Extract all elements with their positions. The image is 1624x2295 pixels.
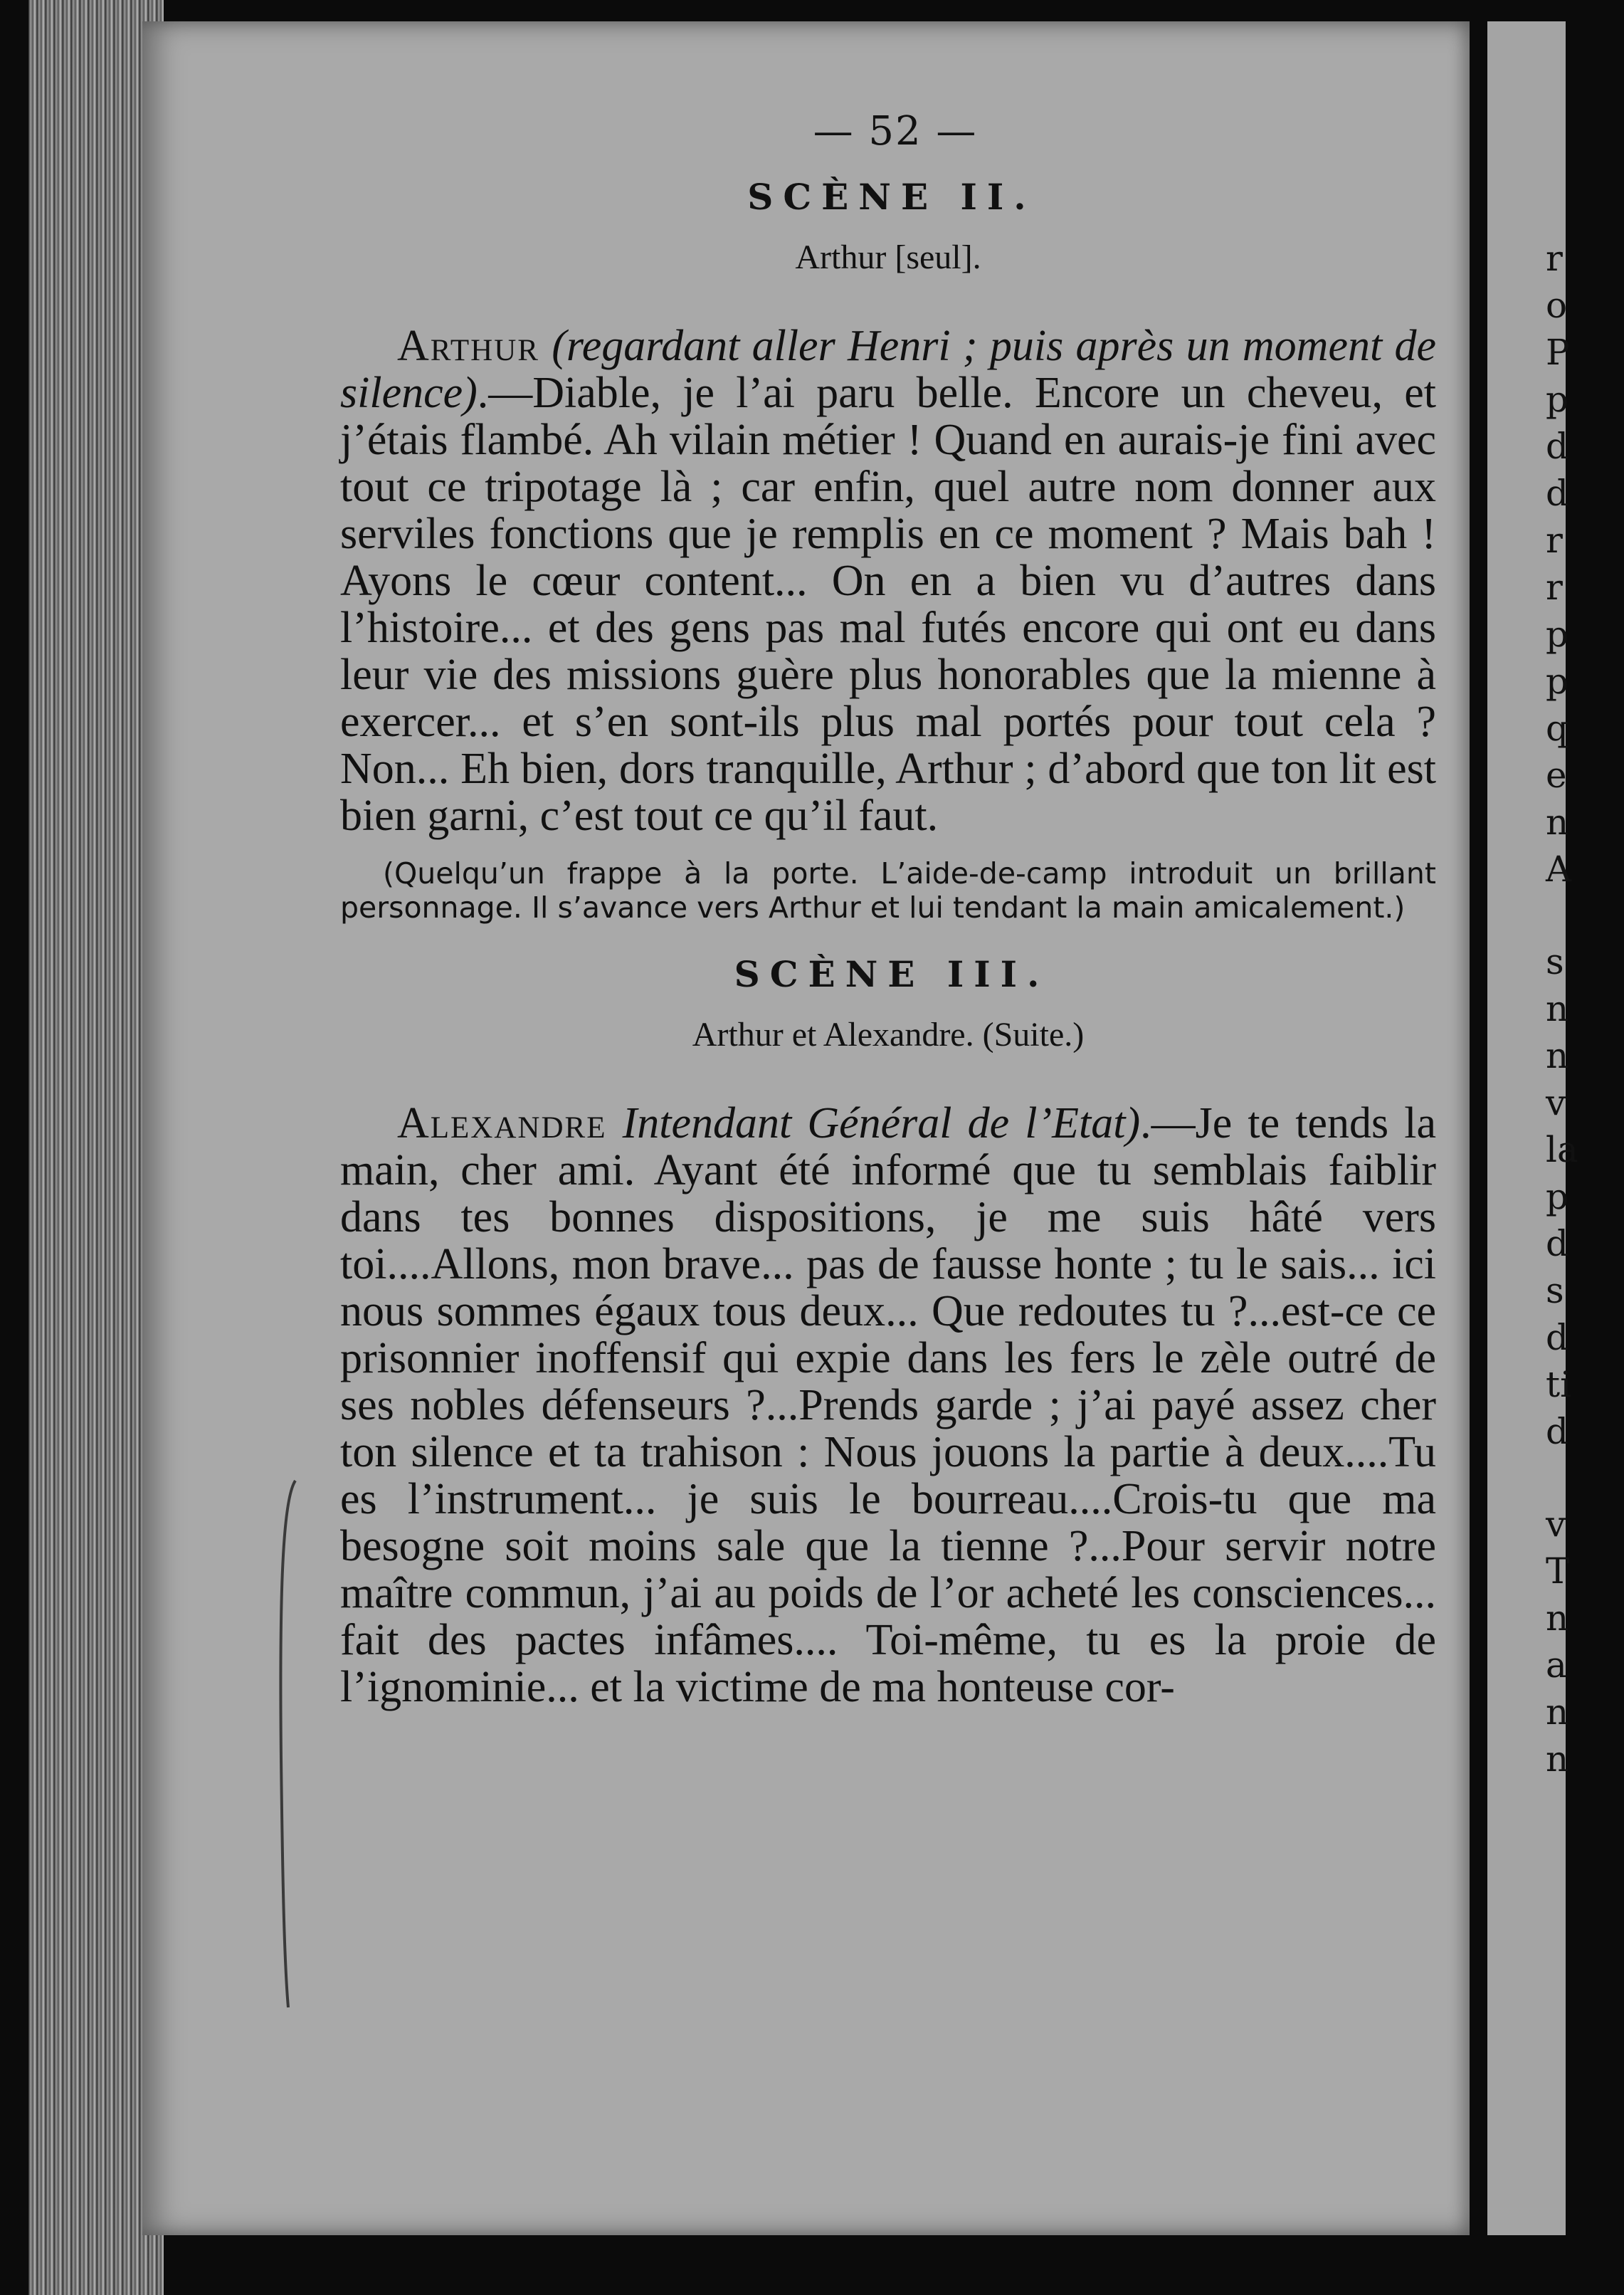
adjacent-text-fragment: e: [1546, 755, 1567, 796]
pencil-margin-mark: [274, 1474, 302, 2015]
adjacent-text-fragment: n: [1546, 1035, 1569, 1076]
adjacent-text-fragment: A: [1546, 849, 1572, 890]
adjacent-text-fragment: a: [1546, 1644, 1567, 1686]
adjacent-text-fragment: d: [1546, 473, 1569, 514]
adjacent-text-fragment: v: [1546, 1503, 1566, 1545]
adjacent-text-fragment: v: [1546, 1082, 1566, 1123]
adjacent-text-fragment: r: [1546, 520, 1563, 561]
adjacent-text-fragment: ti: [1546, 1364, 1572, 1405]
adjacent-text-fragment: n: [1546, 1597, 1569, 1639]
adjacent-text-fragment: d: [1546, 1223, 1569, 1264]
scene-3-cast: Arthur et Alexandre. (Suite.): [692, 1016, 1085, 1054]
scene-2-speech: [340, 322, 1436, 839]
adjacent-text-fragment: n: [1546, 1738, 1569, 1780]
stage-direction-inline: (regardant aller Henri ; puis après un moment de silence): [340, 322, 1437, 417]
adjacent-text-fragment: P: [1546, 332, 1570, 373]
stage-direction-inline: Intendant Général de l’Etat): [622, 1099, 1141, 1148]
adjacent-text-fragment: s: [1546, 941, 1564, 982]
adjacent-text-fragment: p: [1546, 1176, 1569, 1217]
speech-text: .—Je te tends la main, cher ami. Ayant été informé que tu semblais faiblir dans tes bonnes dispositions, je me suis hâté vers toi....Allons, mon brave... pas de fausse honte ; tu le sais... ici nous sommes égaux tous deux... Que redoutes tu ?...est-ce ce prisonnier inoffensif qui expie dans les fers le zèle outré de ses nobles défenseurs ?...Prends garde ; j’ai payé assez cher ton silence et ta trahison : Nous jouons la partie à deux....Tu es l’instrument... je suis le bourreau....Crois-tu que ma besogne soit moins sale que la tienne ?...Pour servir notre maître commun, j’ai au poids de l’or acheté les consciences... fait des pactes infâmes.... Toi-même, tu es la proie de l’ignominie... et la victime de ma honteuse cor-: [340, 1099, 1436, 1711]
speaker-name: Arthur: [397, 322, 539, 370]
stage-direction: (Quelqu’un frappe à la porte. L’aide-de-camp introduit un brillant personnage. Il s’avance vers Arthur et lui tendant la main amicalement.): [340, 856, 1436, 925]
adjacent-text-fragment: d: [1546, 1411, 1569, 1452]
adjacent-text-fragment: p: [1546, 379, 1569, 420]
scene-2-cast: Arthur [seul].: [795, 238, 981, 276]
adjacent-page: [1487, 21, 1578, 2235]
adjacent-text-fragment: p: [1546, 614, 1569, 655]
adjacent-text-fragment: d: [1546, 1317, 1569, 1358]
adjacent-text-fragment: la: [1546, 1129, 1578, 1170]
adjacent-text-fragment: p: [1546, 661, 1569, 702]
scene-3-speech: [340, 1100, 1436, 1711]
scene-2-title: SCÈNE II.: [747, 176, 1036, 218]
scene-3-title: SCÈNE III.: [734, 953, 1050, 995]
adjacent-text-fragment: o: [1546, 285, 1568, 326]
speech-text: .—Diable, je l’ai paru belle. Encore un cheveu, et j’étais flambé. Ah vilain métier ! Quand en aurais-je fini avec tout ce tripotage là ; car enfin, quel autre nom donner aux serviles fonctions que je remplis en ce moment ? Mais bah ! Ayons le cœur content... On en a bien vu d’autres dans l’histoire... et des gens pas mal futés encore qui ont eu dans leur vie des missions guère plus honorables que la mienne à exercer... et s’en sont-ils plus mal portés pour tout cela ? Non... Eh bien, dors tranquille, Arthur ; d’abord que ton lit est bien garni, c’est tout ce qu’il faut.: [340, 369, 1436, 840]
adjacent-text-fragment: r: [1546, 238, 1563, 279]
adjacent-text-fragment: d: [1546, 426, 1569, 467]
adjacent-text-fragment: n: [1546, 802, 1569, 843]
adjacent-text-fragment: q: [1546, 708, 1569, 749]
page-number: — 52 —: [813, 108, 978, 154]
adjacent-text-fragment: T: [1546, 1550, 1570, 1592]
adjacent-text-fragment: s: [1546, 1270, 1564, 1311]
adjacent-text-fragment: n: [1546, 988, 1569, 1029]
adjacent-page-fragments: [1546, 235, 1624, 1782]
page-text: [340, 100, 1436, 1711]
adjacent-text-fragment: r: [1546, 567, 1563, 608]
speaker-name: Alexandre: [397, 1099, 607, 1148]
adjacent-text-fragment: n: [1546, 1691, 1569, 1733]
